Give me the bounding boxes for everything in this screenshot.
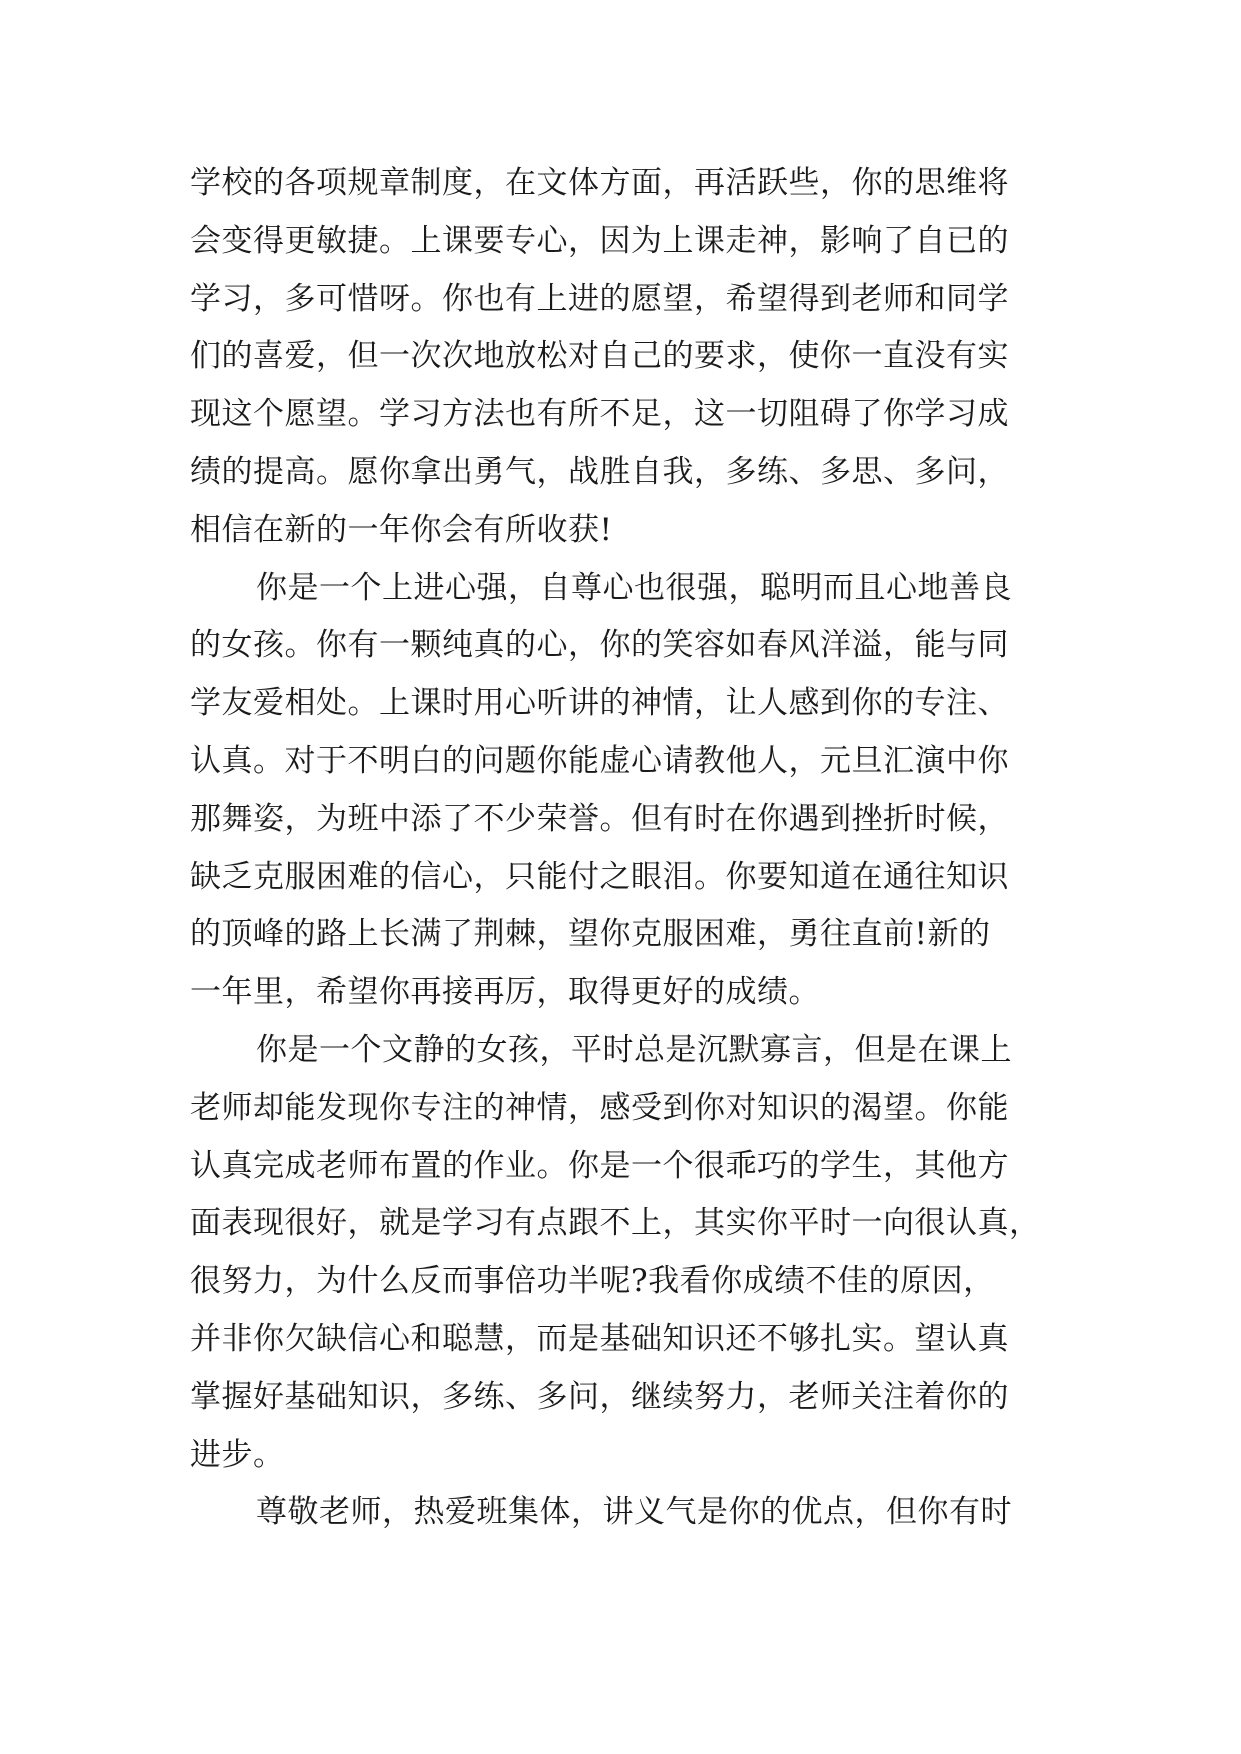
text-line: 认真完成老师布置的作业。你是一个很乖巧的学生，其他方 — [190, 1147, 1009, 1184]
text-line: 学友爱相处。上课时用心听讲的神情，让人感到你的专注、 — [190, 685, 1009, 722]
text-line: 并非你欠缺信心和聪慧，而是基础知识还不够扎实。望认真 — [190, 1320, 1009, 1357]
paragraph-first-line: 尊敬老师，热爱班集体，讲义气是你的优点，但你有时 — [256, 1494, 1012, 1531]
text-line: 的顶峰的路上长满了荆棘，望你克服困难，勇往直前!新的 — [190, 916, 991, 953]
text-line: 面表现很好，就是学习有点跟不上，其实你平时一向很认真， — [190, 1205, 1041, 1242]
text-line: 老师却能发现你专注的神情，感受到你对知识的渴望。你能 — [190, 1089, 1009, 1126]
text-line: 一年里，希望你再接再厉，取得更好的成绩。 — [190, 974, 820, 1011]
text-line: 学习，多可惜呀。你也有上进的愿望，希望得到老师和同学 — [190, 280, 1009, 317]
text-line: 的女孩。你有一颗纯真的心，你的笑容如春风洋溢，能与同 — [190, 627, 1009, 664]
text-line: 学校的各项规章制度，在文体方面，再活跃些，你的思维将 — [190, 165, 1009, 201]
text-line: 们的喜爱，但一次次地放松对自己的要求，使你一直没有实 — [190, 338, 1009, 375]
text-line: 绩的提高。愿你拿出勇气，战胜自我，多练、多思、多问， — [190, 453, 1009, 490]
text-line: 进步。 — [190, 1436, 285, 1473]
text-line: 认真。对于不明白的问题你能虚心请教他人，元旦汇演中你 — [190, 742, 1009, 779]
text-line: 现这个愿望。学习方法也有所不足，这一切阻碍了你学习成 — [190, 396, 1009, 433]
text-line: 那舞姿，为班中添了不少荣誉。但有时在你遇到挫折时候， — [190, 800, 1009, 837]
text-line: 会变得更敏捷。上课要专心，因为上课走神，影响了自已的 — [190, 222, 1009, 259]
text-line: 掌握好基础知识，多练、多问，继续努力，老师关注着你的 — [190, 1378, 1009, 1415]
text-line: 相信在新的一年你会有所收获! — [190, 511, 613, 548]
text-line: 缺乏克服困难的信心，只能付之眼泪。你要知道在通往知识 — [190, 858, 1009, 895]
paragraph-first-line: 你是一个文静的女孩，平时总是沉默寡言，但是在课上 — [256, 1031, 1012, 1068]
document-body — [190, 155, 1050, 1542]
paragraph-first-line: 你是一个上进心强，自尊心也很强，聪明而且心地善良 — [256, 569, 1012, 606]
text-line: 很努力，为什么反而事倍功半呢?我看你成绩不佳的原因， — [190, 1263, 995, 1300]
